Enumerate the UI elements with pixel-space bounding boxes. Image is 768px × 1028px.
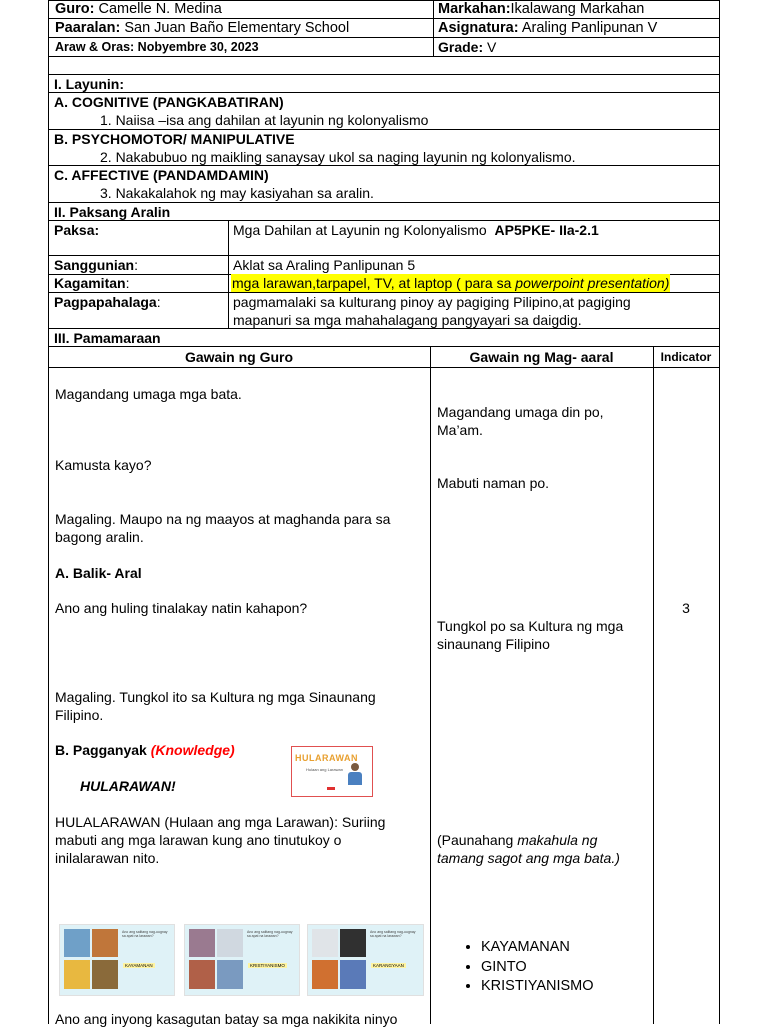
asignatura-row	[438, 19, 657, 37]
col-header-indicator: Indicator	[660, 350, 712, 364]
psychomotor-item: 2. Nakabubuo ng maikling sanaysay ukol sa naging layunin ng kolonyalismo.	[100, 149, 576, 165]
guro-tanong: Ano ang huling tinalakay natin kahapon?	[55, 600, 308, 616]
rule	[48, 74, 720, 75]
rule	[48, 56, 720, 57]
cognitive-item: 1. Naiisa –isa ang dahilan at layunin ng kolonyalismo	[100, 112, 429, 128]
pagganyak-label: B. Pagganyak	[55, 742, 147, 758]
guro-instr-2: mabuti ang mga larawan kung ano tinutukoy o	[55, 832, 342, 848]
title-slide-sub: Hulaan ang Larawan	[306, 767, 343, 772]
money-images	[64, 929, 120, 991]
table-border-left	[48, 0, 49, 1024]
hularawan-label: HULARAWAN!	[80, 778, 176, 794]
kagamitan-value-plain: mga larawan,tarpapel, TV, at laptop ( para sa	[232, 275, 516, 291]
balik-aral-heading: A. Balik- Aral	[55, 565, 142, 581]
slide-thumb-2	[184, 924, 300, 996]
table-border-right	[719, 0, 720, 1024]
paksa-value: Mga Dahilan at Layunin ng Kolonyalismo	[233, 222, 487, 238]
thumb2-question: Ano ang salitang nag-uugnay sa apat na larawan?	[247, 930, 293, 938]
kagamitan-value	[231, 274, 670, 292]
answer-list	[437, 938, 594, 997]
guro-label: Guro:	[55, 1, 95, 17]
kagamitan-label: Kagamitan	[54, 275, 126, 291]
magaaral-greeting-2: Ma’am.	[437, 422, 483, 438]
magaaral-tungkol-2: sinaunang Filipino	[437, 636, 550, 652]
list-item: • KRISTIYANISMO	[481, 977, 594, 997]
paksa-value-row	[233, 221, 599, 239]
guro-last-line: Ano ang inyong kasagutan batay sa mga nakikita ninyo	[55, 1011, 398, 1027]
pagpapahalaga-line1: pagmamalaki sa kulturang pinoy ay pagiging Pilipino,at pagiging	[233, 294, 631, 310]
paksang-aralin-title: II. Paksang Aralin	[54, 204, 171, 220]
paaralan-value: San Juan Baño Elementary School	[124, 20, 350, 36]
luxury-images	[312, 929, 368, 991]
magaaral-paunahang-1	[437, 831, 597, 849]
magaaral-greeting-1: Magandang umaga din po,	[437, 404, 604, 420]
guro-kultura-1: Magaling. Tungkol ito sa Kultura ng mga Sinaunang	[55, 689, 376, 705]
sanggunian-label-row	[54, 256, 138, 274]
paksa-label: Paksa:	[54, 222, 100, 238]
pagpapahalaga-colon: :	[156, 294, 161, 310]
guro-value: Camelle N. Medina	[98, 1, 222, 17]
col-header-guro: Gawain ng Guro	[184, 349, 294, 365]
cognitive-title: A. COGNITIVE (PANGKABATIRAN)	[54, 94, 284, 110]
guro-kamusta: Kamusta kayo?	[55, 457, 152, 473]
thumb3-question: Ano ang salitang nag-uugnay sa apat na larawan?	[370, 930, 416, 938]
affective-title: C. AFFECTIVE (PANDAMDAMIN)	[54, 167, 269, 183]
title-slide-text: HULARAWAN	[295, 753, 358, 763]
thumb1-question: Ano ang salitang nag-uugnay sa apat na larawan?	[122, 930, 168, 938]
pagganyak-heading	[55, 741, 235, 759]
guro-maupo-1: Magaling. Maupo na ng maayos at maghanda para sa	[55, 511, 391, 527]
church-images	[189, 929, 245, 991]
sanggunian-label: Sanggunian	[54, 257, 135, 273]
indicator-value: 3	[682, 600, 690, 616]
sanggunian-colon: :	[134, 257, 139, 273]
pagpapahalaga-line2: mapanuri sa mga mahahalagang pangyayari sa daigdig.	[233, 312, 582, 328]
col-header-magaaral: Gawain ng Mag- aaral	[469, 349, 614, 365]
person-figure-icon	[348, 763, 362, 785]
rule	[48, 367, 720, 368]
slide-thumb-3	[307, 924, 424, 996]
guro-instr-3: inilalarawan nito.	[55, 850, 160, 866]
kagamitan-value-italic: powerpoint presentation)	[515, 275, 670, 291]
magaaral-paunahang-2: tamang sagot ang mga bata.)	[437, 850, 620, 866]
pagpapahalaga-label-row	[54, 293, 161, 311]
thumb2-label: KRISTIYANISMO	[250, 963, 285, 968]
magaaral-tungkol-1: Tungkol po sa Kultura ng mga	[437, 618, 624, 634]
paksa-code: AP5PKE- IIa-2.1	[494, 222, 599, 238]
paunahang-plain: (Paunahang	[437, 832, 518, 848]
magaaral-mabuti: Mabuti naman po.	[437, 475, 550, 491]
red-bar	[327, 787, 335, 790]
guro-greeting: Magandang umaga mga bata.	[55, 386, 242, 402]
guro-maupo-2: bagong aralin.	[55, 529, 144, 545]
thumb1-label: KAYAMANAN	[125, 963, 153, 968]
layunin-title: I. Layunin:	[54, 76, 124, 92]
paaralan-row	[55, 19, 349, 37]
pagpapahalaga-label: Pagpapahalaga	[54, 294, 157, 310]
grade-row	[438, 38, 496, 56]
markahan-value: Ikalawang Markahan	[510, 1, 645, 17]
pamamaraan-title: III. Pamamaraan	[54, 330, 161, 346]
rule	[430, 346, 431, 1024]
guro-instr-1: HULALARAWAN (Hulaan ang mga Larawan): Suriing	[55, 814, 386, 830]
kagamitan-label-row	[54, 274, 129, 292]
asignatura-value: Araling Panlipunan V	[521, 20, 658, 36]
paaralan-label: Paaralan:	[55, 20, 121, 36]
guro-kultura-2: Filipino.	[55, 707, 104, 723]
sanggunian-value: Aklat sa Araling Panlipunan 5	[233, 257, 416, 273]
hularawan-title-slide	[291, 746, 373, 797]
list-item: • GINTO	[481, 958, 594, 978]
list-item: • KAYAMANAN	[481, 938, 594, 958]
rule	[653, 346, 654, 1024]
paunahang-italic: makahula ng	[517, 832, 598, 848]
thumb3-label: KARANGYAAN	[373, 963, 404, 968]
grade-value: V	[487, 39, 497, 55]
guro-row	[55, 0, 222, 18]
knowledge-label: (Knowledge)	[150, 742, 235, 758]
rule	[228, 220, 229, 328]
markahan-label: Markahan:	[438, 1, 511, 17]
asignatura-label: Asignatura:	[438, 20, 519, 36]
markahan-row	[438, 0, 644, 18]
psychomotor-title: B. PSYCHOMOTOR/ MANIPULATIVE	[54, 131, 295, 147]
grade-label: Grade:	[438, 39, 484, 55]
affective-item: 3. Nakakalahok ng may kasiyahan sa aralin.	[100, 185, 374, 201]
slide-thumb-1	[59, 924, 175, 996]
kagamitan-colon: :	[125, 275, 130, 291]
rule	[433, 0, 434, 56]
araw-oras: Araw & Oras: Nobyembre 30, 2023	[55, 40, 259, 54]
